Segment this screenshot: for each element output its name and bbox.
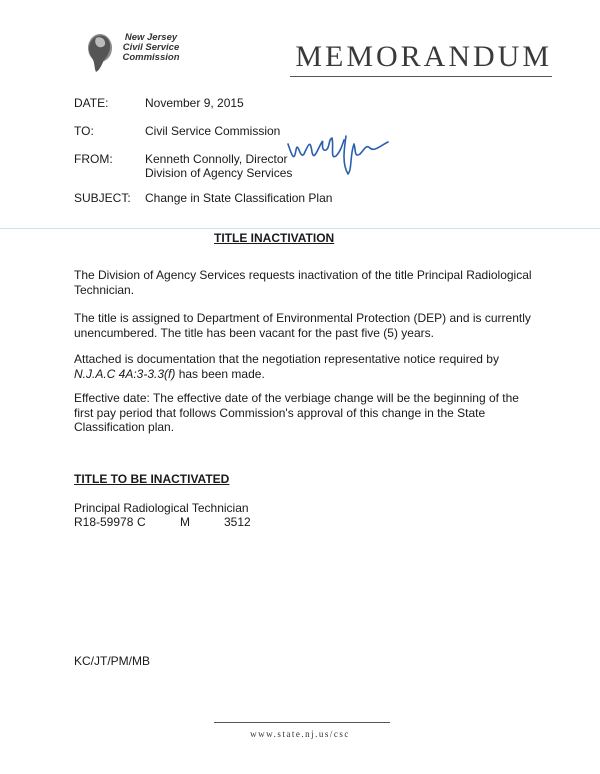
footer-url: www.state.nj.us/csc bbox=[250, 729, 350, 739]
from-division: Division of Agency Services bbox=[145, 166, 293, 180]
signature-mark bbox=[284, 130, 394, 180]
logo-text bbox=[116, 33, 186, 63]
notice-text-pre: Attached is documentation that the negotiation representative notice required by bbox=[74, 352, 499, 366]
paragraph-notice bbox=[74, 352, 539, 381]
from-name: Kenneth Connolly, Director bbox=[145, 152, 288, 166]
title-col-m: M bbox=[180, 515, 190, 529]
date-label: DATE: bbox=[74, 96, 109, 110]
from-label: FROM: bbox=[74, 152, 113, 166]
to-value: Civil Service Commission bbox=[145, 124, 281, 138]
inactivated-title-name: Principal Radiological Technician bbox=[74, 501, 249, 515]
title-number: 3512 bbox=[224, 515, 251, 529]
separator-line bbox=[0, 228, 600, 229]
notice-text-post: has been made. bbox=[175, 366, 265, 381]
author-initials: KC/JT/PM/MB bbox=[74, 654, 151, 668]
header-rule bbox=[290, 76, 552, 77]
logo-line-3: Commission bbox=[122, 52, 180, 63]
section-heading: TITLE INACTIVATION bbox=[214, 231, 335, 245]
paragraph-request: The Division of Agency Services requests inactivation of the title Principal Radiological Technician. bbox=[74, 268, 532, 297]
regulation-citation: N.J.A.C 4A:3-3.3(f) bbox=[74, 366, 176, 381]
footer-rule bbox=[214, 722, 390, 723]
title-code: R18-59978 bbox=[74, 515, 134, 529]
paragraph-effective-date: Effective date: The effective date of the verbiage change will be the beginning of the first pay period that follows Commission's approval of this change in the State Classification plan. bbox=[74, 391, 519, 434]
paragraph-assignment: The title is assigned to Department of Environmental Protection (DEP) and is currently unencumbered. The title has been vacant for the past five (5) years. bbox=[74, 311, 531, 340]
csc-logo bbox=[82, 28, 202, 76]
inactivated-heading: TITLE TO BE INACTIVATED bbox=[74, 472, 230, 486]
logo-line-1: New Jersey bbox=[124, 32, 178, 43]
date-value: November 9, 2015 bbox=[145, 96, 244, 110]
logo-line-2: Civil Service bbox=[122, 42, 180, 53]
subject-value: Change in State Classification Plan bbox=[145, 191, 333, 205]
subject-label: SUBJECT: bbox=[74, 191, 131, 205]
memo-title: MEMORANDUM bbox=[295, 40, 552, 73]
to-label: TO: bbox=[74, 124, 94, 138]
inactivated-title-codes bbox=[74, 515, 274, 529]
title-col-c: C bbox=[137, 515, 146, 529]
